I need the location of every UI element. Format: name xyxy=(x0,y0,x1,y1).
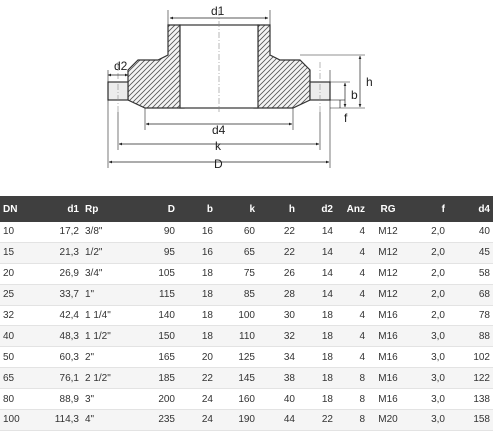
cell-b: 24 xyxy=(178,389,216,410)
col-header-rg: RG xyxy=(368,196,408,222)
cell-D: 235 xyxy=(134,410,178,431)
cell-rg: M20 xyxy=(368,410,408,431)
cell-d2: 22 xyxy=(298,410,336,431)
table-body xyxy=(0,222,493,430)
flange-right-half xyxy=(254,25,310,108)
cell-d2: 18 xyxy=(298,368,336,389)
cell-d1: 42,4 xyxy=(38,305,82,326)
label-b: b xyxy=(351,88,358,102)
cell-rp: 1" xyxy=(82,284,134,305)
label-h: h xyxy=(366,75,373,89)
cell-rp: 3/4" xyxy=(82,263,134,284)
cell-anz: 8 xyxy=(336,389,368,410)
cell-f: 2,0 xyxy=(408,222,448,242)
cell-f: 3,0 xyxy=(408,410,448,431)
cell-k: 110 xyxy=(216,326,258,347)
label-D: D xyxy=(214,157,223,171)
cell-rp: 2" xyxy=(82,347,134,368)
cell-d1: 76,1 xyxy=(38,368,82,389)
cell-k: 160 xyxy=(216,389,258,410)
cell-f: 3,0 xyxy=(408,368,448,389)
cell-k: 190 xyxy=(216,410,258,431)
cell-dn: 25 xyxy=(0,284,38,305)
table-row xyxy=(0,368,493,389)
cell-b: 18 xyxy=(178,284,216,305)
cell-h: 38 xyxy=(258,368,298,389)
cell-D: 115 xyxy=(134,284,178,305)
cell-rg: M12 xyxy=(368,242,408,263)
cell-h: 40 xyxy=(258,389,298,410)
cell-f: 3,0 xyxy=(408,389,448,410)
cell-rp: 3/8" xyxy=(82,222,134,242)
cell-d1: 48,3 xyxy=(38,326,82,347)
cell-d4: 122 xyxy=(448,368,493,389)
cell-d4: 138 xyxy=(448,389,493,410)
cell-f: 3,0 xyxy=(408,347,448,368)
col-header-rp: Rp xyxy=(82,196,134,222)
cell-dn: 65 xyxy=(0,368,38,389)
cell-d4: 45 xyxy=(448,242,493,263)
table-row xyxy=(0,347,493,368)
cell-b: 20 xyxy=(178,347,216,368)
cell-dn: 20 xyxy=(0,263,38,284)
cell-dn: 15 xyxy=(0,242,38,263)
cell-rp: 4" xyxy=(82,410,134,431)
cell-f: 2,0 xyxy=(408,284,448,305)
cell-rg: M16 xyxy=(368,368,408,389)
cell-D: 140 xyxy=(134,305,178,326)
cell-h: 22 xyxy=(258,222,298,242)
cell-anz: 4 xyxy=(336,263,368,284)
cell-d4: 102 xyxy=(448,347,493,368)
cell-b: 16 xyxy=(178,222,216,242)
cell-rp: 1 1/4" xyxy=(82,305,134,326)
cell-dn: 80 xyxy=(0,389,38,410)
cell-f: 2,0 xyxy=(408,263,448,284)
cell-h: 44 xyxy=(258,410,298,431)
cell-d2: 18 xyxy=(298,347,336,368)
cell-D: 95 xyxy=(134,242,178,263)
cell-rp: 1/2" xyxy=(82,242,134,263)
col-header-h: h xyxy=(258,196,298,222)
cell-anz: 4 xyxy=(336,347,368,368)
cell-h: 34 xyxy=(258,347,298,368)
cell-d2: 14 xyxy=(298,284,336,305)
cell-rg: M16 xyxy=(368,347,408,368)
col-header-f: f xyxy=(408,196,448,222)
cell-d4: 78 xyxy=(448,305,493,326)
cell-d2: 18 xyxy=(298,389,336,410)
cell-anz: 8 xyxy=(336,368,368,389)
cell-anz: 4 xyxy=(336,242,368,263)
table-row xyxy=(0,263,493,284)
table-row xyxy=(0,222,493,242)
cell-rp: 2 1/2" xyxy=(82,368,134,389)
cell-d2: 14 xyxy=(298,222,336,242)
cell-k: 145 xyxy=(216,368,258,389)
cell-rg: M12 xyxy=(368,284,408,305)
col-header-D: D xyxy=(134,196,178,222)
cell-rg: M12 xyxy=(368,222,408,242)
cell-d4: 58 xyxy=(448,263,493,284)
cell-rg: M16 xyxy=(368,389,408,410)
cell-f: 3,0 xyxy=(408,326,448,347)
cell-h: 26 xyxy=(258,263,298,284)
table-row xyxy=(0,389,493,410)
col-header-d4: d4 xyxy=(448,196,493,222)
col-header-k: k xyxy=(216,196,258,222)
cell-h: 22 xyxy=(258,242,298,263)
table-row xyxy=(0,305,493,326)
table-row xyxy=(0,410,493,431)
cell-d1: 114,3 xyxy=(38,410,82,431)
cell-d2: 18 xyxy=(298,326,336,347)
cell-b: 16 xyxy=(178,242,216,263)
cell-f: 2,0 xyxy=(408,305,448,326)
cell-anz: 8 xyxy=(336,410,368,431)
cell-anz: 4 xyxy=(336,222,368,242)
cell-d1: 88,9 xyxy=(38,389,82,410)
cell-h: 30 xyxy=(258,305,298,326)
cell-anz: 4 xyxy=(336,326,368,347)
cell-d2: 14 xyxy=(298,263,336,284)
table-row xyxy=(0,284,493,305)
col-header-d1: d1 xyxy=(38,196,82,222)
cell-k: 60 xyxy=(216,222,258,242)
cell-b: 18 xyxy=(178,326,216,347)
cell-k: 100 xyxy=(216,305,258,326)
cell-D: 165 xyxy=(134,347,178,368)
flange-dimensions-table xyxy=(0,196,493,431)
col-header-anz: Anz xyxy=(336,196,368,222)
cell-d2: 18 xyxy=(298,305,336,326)
table-header-row xyxy=(0,196,493,222)
table-row xyxy=(0,326,493,347)
cell-d4: 40 xyxy=(448,222,493,242)
table-row xyxy=(0,242,493,263)
cell-d1: 33,7 xyxy=(38,284,82,305)
cell-b: 18 xyxy=(178,263,216,284)
cell-dn: 32 xyxy=(0,305,38,326)
cell-D: 90 xyxy=(134,222,178,242)
cell-d4: 88 xyxy=(448,326,493,347)
cell-dn: 40 xyxy=(0,326,38,347)
cell-b: 22 xyxy=(178,368,216,389)
label-f: f xyxy=(344,111,348,125)
flange-technical-drawing xyxy=(0,0,493,196)
cell-d2: 14 xyxy=(298,242,336,263)
col-header-dn: DN xyxy=(0,196,38,222)
label-k: k xyxy=(215,139,221,153)
cell-h: 28 xyxy=(258,284,298,305)
cell-rp: 3" xyxy=(82,389,134,410)
cell-rg: M12 xyxy=(368,263,408,284)
label-d2: d2 xyxy=(114,59,128,73)
cell-d1: 60,3 xyxy=(38,347,82,368)
cell-dn: 10 xyxy=(0,222,38,242)
col-header-d2: d2 xyxy=(298,196,336,222)
flange-left-half xyxy=(128,25,184,108)
cell-rg: M16 xyxy=(368,326,408,347)
label-d1: d1 xyxy=(211,4,225,18)
cell-d1: 26,9 xyxy=(38,263,82,284)
cell-dn: 100 xyxy=(0,410,38,431)
cell-d4: 68 xyxy=(448,284,493,305)
cell-anz: 4 xyxy=(336,284,368,305)
cell-d1: 21,3 xyxy=(38,242,82,263)
cell-b: 24 xyxy=(178,410,216,431)
cell-k: 85 xyxy=(216,284,258,305)
cell-k: 75 xyxy=(216,263,258,284)
cell-dn: 50 xyxy=(0,347,38,368)
cell-D: 185 xyxy=(134,368,178,389)
cell-rp: 1 1/2" xyxy=(82,326,134,347)
cell-d4: 158 xyxy=(448,410,493,431)
cell-d1: 17,2 xyxy=(38,222,82,242)
cell-f: 2,0 xyxy=(408,242,448,263)
cell-anz: 4 xyxy=(336,305,368,326)
cell-D: 200 xyxy=(134,389,178,410)
cell-b: 18 xyxy=(178,305,216,326)
cell-D: 150 xyxy=(134,326,178,347)
col-header-b: b xyxy=(178,196,216,222)
cell-D: 105 xyxy=(134,263,178,284)
cell-rg: M16 xyxy=(368,305,408,326)
cell-k: 125 xyxy=(216,347,258,368)
cell-h: 32 xyxy=(258,326,298,347)
label-d4: d4 xyxy=(212,123,226,137)
cell-k: 65 xyxy=(216,242,258,263)
